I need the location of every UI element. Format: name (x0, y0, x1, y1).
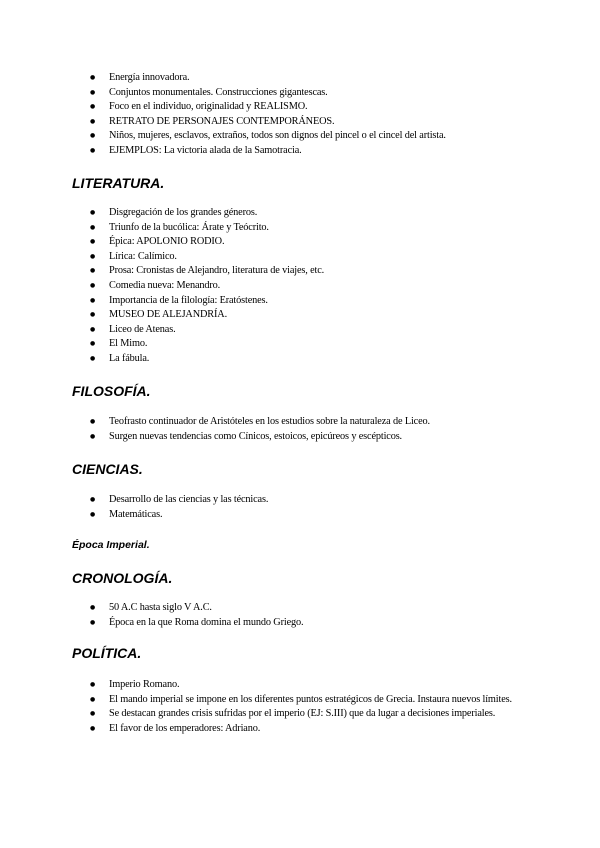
filosofia-list (90, 415, 530, 444)
list-item: ● El Mimo. (90, 337, 530, 352)
list-item: ● Imperio Romano. (90, 678, 530, 693)
list-item: ● Matemáticas. (90, 508, 530, 523)
list-item: ● Se destacan grandes crisis sufridas por el imperio (EJ: S.III) que da lugar a decisiones imperiales. (90, 707, 530, 722)
list-item: ● MUSEO DE ALEJANDRÍA. (90, 308, 530, 323)
list-item: ● Época en la que Roma domina el mundo Griego. (90, 616, 530, 631)
list-item: ● Importancia de la filología: Eratóstenes. (90, 294, 530, 309)
list-item: ● El mando imperial se impone en los diferentes puntos estratégicos de Grecia. Instaura nuevos límites. (90, 693, 530, 708)
cronologia-list (90, 601, 530, 630)
list-item: ● Triunfo de la bucólica: Árate y Teócrito. (90, 221, 530, 236)
heading-filosofia: FILOSOFÍA. (72, 383, 151, 399)
list-item: ● Surgen nuevas tendencias como Cínicos, estoicos, epicúreos y escépticos. (90, 430, 530, 445)
heading-cronologia: CRONOLOGÍA. (72, 570, 173, 586)
heading-literatura: LITERATURA. (72, 175, 165, 191)
list-item: ● Liceo de Atenas. (90, 323, 530, 338)
list-item: ● Energía innovadora. (90, 71, 530, 86)
list-item: ● Disgregación de los grandes géneros. (90, 206, 530, 221)
list-item: ● El favor de los emperadores: Adriano. (90, 722, 530, 737)
list-item: ● La fábula. (90, 352, 530, 367)
list-item: ● Niños, mujeres, esclavos, extraños, todos son dignos del pincel o el cincel del artista. (90, 129, 530, 144)
heading-ciencias: CIENCIAS. (72, 461, 143, 477)
list-item: ● Conjuntos monumentales. Construcciones gigantescas. (90, 86, 530, 101)
list-item: ● Épica: APOLONIO RODIO. (90, 235, 530, 250)
list-item: ● Teofrasto continuador de Aristóteles en los estudios sobre la naturaleza de Liceo. (90, 415, 530, 430)
list-item: ● Desarrollo de las ciencias y las técnicas. (90, 493, 530, 508)
heading-politica: POLÍTICA. (72, 645, 142, 661)
politica-list (90, 678, 530, 736)
intro-list (90, 71, 530, 159)
literatura-list (90, 206, 530, 367)
list-item: ● Foco en el individuo, originalidad y REALISMO. (90, 100, 530, 115)
ciencias-list (90, 493, 530, 522)
list-item: ● Lírica: Calímico. (90, 250, 530, 265)
list-item: ● Comedia nueva: Menandro. (90, 279, 530, 294)
list-item: ● RETRATO DE PERSONAJES CONTEMPORÁNEOS. (90, 115, 530, 130)
epoca-imperial-subtitle: Época Imperial. (72, 539, 150, 551)
list-item: ● EJEMPLOS: La victoria alada de la Samotracia. (90, 144, 530, 159)
list-item: ● Prosa: Cronistas de Alejandro, literatura de viajes, etc. (90, 264, 530, 279)
list-item: ● 50 A.C hasta siglo V A.C. (90, 601, 530, 616)
